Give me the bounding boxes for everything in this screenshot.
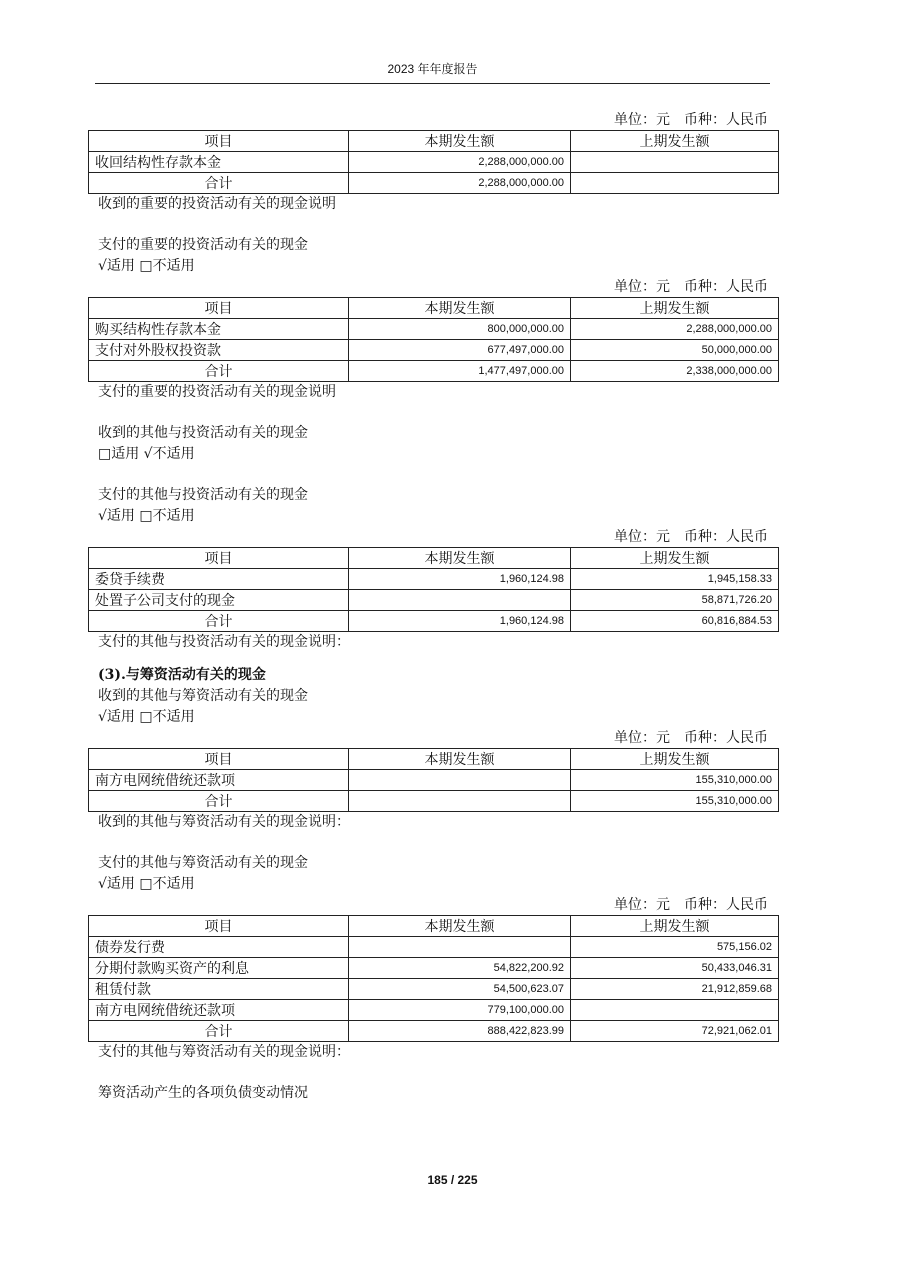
cell-total-current: 1,960,124.98 xyxy=(349,611,571,632)
applicable-flag: □适用 √不适用 xyxy=(98,446,195,462)
cell-total-previous xyxy=(571,173,779,194)
cell-item: 南方电网统借统还款项 xyxy=(89,1000,349,1021)
section-note: 收到的其他与筹资活动有关的现金说明： xyxy=(98,814,350,830)
cell-item: 收回结构性存款本金 xyxy=(89,152,349,173)
table-investment-paid xyxy=(88,297,779,382)
cell-current xyxy=(349,770,571,791)
cell-current: 800,000,000.00 xyxy=(349,319,571,340)
table-header-row xyxy=(89,916,779,937)
section-note: 支付的重要的投资活动有关的现金说明 xyxy=(98,384,336,400)
cell-total-label: 合计 xyxy=(89,173,349,194)
applicable-flag: √适用 □不适用 xyxy=(98,876,195,892)
table-header-row xyxy=(89,131,779,152)
cell-previous: 50,000,000.00 xyxy=(571,340,779,361)
col-header-item: 项目 xyxy=(89,298,349,319)
col-header-item: 项目 xyxy=(89,548,349,569)
cell-total-current: 888,422,823.99 xyxy=(349,1021,571,1042)
cell-current: 2,288,000,000.00 xyxy=(349,152,571,173)
col-header-previous: 上期发生额 xyxy=(571,131,779,152)
cell-item: 委贷手续费 xyxy=(89,569,349,590)
cell-previous: 50,433,046.31 xyxy=(571,958,779,979)
table-financing-paid xyxy=(88,915,779,1042)
table-header-row xyxy=(89,749,779,770)
cell-previous: 575,156.02 xyxy=(571,937,779,958)
table-header-row xyxy=(89,548,779,569)
cell-current xyxy=(349,937,571,958)
table-financing-received xyxy=(88,748,779,812)
col-header-current: 本期发生额 xyxy=(349,298,571,319)
unit-label: 单位：元 币种：人民币 xyxy=(614,112,768,128)
cell-total-label: 合计 xyxy=(89,791,349,812)
cell-previous xyxy=(571,152,779,173)
table-row xyxy=(89,152,779,173)
table-row xyxy=(89,937,779,958)
table-other-investment-paid xyxy=(88,547,779,632)
section-title: 支付的重要的投资活动有关的现金 xyxy=(98,237,308,253)
applicable-flag: √适用 □不适用 xyxy=(98,508,195,524)
unit-label: 单位：元 币种：人民币 xyxy=(614,529,768,545)
cell-previous: 155,310,000.00 xyxy=(571,770,779,791)
col-header-item: 项目 xyxy=(89,131,349,152)
table-row xyxy=(89,979,779,1000)
table-total-row xyxy=(89,173,779,194)
unit-label: 单位：元 币种：人民币 xyxy=(614,897,768,913)
col-header-previous: 上期发生额 xyxy=(571,298,779,319)
cell-item: 南方电网统借统还款项 xyxy=(89,770,349,791)
table-investment-received xyxy=(88,130,779,194)
section-title: 支付的其他与筹资活动有关的现金 xyxy=(98,855,308,871)
cell-previous: 1,945,158.33 xyxy=(571,569,779,590)
table-row xyxy=(89,590,779,611)
col-header-item: 项目 xyxy=(89,916,349,937)
cell-current: 677,497,000.00 xyxy=(349,340,571,361)
table-total-row xyxy=(89,791,779,812)
subsection-heading: (3).与筹资活动有关的现金 xyxy=(98,667,266,683)
table-header-row xyxy=(89,298,779,319)
section-title: 筹资活动产生的各项负债变动情况 xyxy=(98,1085,308,1101)
section-note: 支付的其他与投资活动有关的现金说明： xyxy=(98,634,350,650)
table-total-row xyxy=(89,611,779,632)
col-header-current: 本期发生额 xyxy=(349,548,571,569)
cell-previous xyxy=(571,1000,779,1021)
col-header-previous: 上期发生额 xyxy=(571,916,779,937)
applicable-flag: √适用 □不适用 xyxy=(98,258,195,274)
page-number: 185 / 225 xyxy=(427,1173,478,1187)
cell-total-current: 1,477,497,000.00 xyxy=(349,361,571,382)
col-header-previous: 上期发生额 xyxy=(571,749,779,770)
cell-total-previous: 60,816,884.53 xyxy=(571,611,779,632)
col-header-item: 项目 xyxy=(89,749,349,770)
document-body xyxy=(88,110,778,1104)
cell-item: 租赁付款 xyxy=(89,979,349,1000)
cell-total-previous: 72,921,062.01 xyxy=(571,1021,779,1042)
section-note: 收到的重要的投资活动有关的现金说明 xyxy=(98,196,336,212)
cell-previous: 21,912,859.68 xyxy=(571,979,779,1000)
section-title: 收到的其他与投资活动有关的现金 xyxy=(98,425,308,441)
cell-current xyxy=(349,590,571,611)
table-row xyxy=(89,340,779,361)
cell-current: 54,500,623.07 xyxy=(349,979,571,1000)
cell-total-label: 合计 xyxy=(89,611,349,632)
cell-total-previous: 2,338,000,000.00 xyxy=(571,361,779,382)
cell-item: 购买结构性存款本金 xyxy=(89,319,349,340)
cell-total-previous: 155,310,000.00 xyxy=(571,791,779,812)
table-row xyxy=(89,319,779,340)
cell-previous: 58,871,726.20 xyxy=(571,590,779,611)
cell-total-current: 2,288,000,000.00 xyxy=(349,173,571,194)
table-row xyxy=(89,958,779,979)
cell-total-label: 合计 xyxy=(89,361,349,382)
cell-item: 分期付款购买资产的利息 xyxy=(89,958,349,979)
unit-label: 单位：元 币种：人民币 xyxy=(614,279,768,295)
cell-current: 1,960,124.98 xyxy=(349,569,571,590)
table-row xyxy=(89,569,779,590)
col-header-current: 本期发生额 xyxy=(349,749,571,770)
cell-previous: 2,288,000,000.00 xyxy=(571,319,779,340)
cell-item: 处置子公司支付的现金 xyxy=(89,590,349,611)
page-header: 2023 年年度报告 xyxy=(95,60,770,84)
section-note: 支付的其他与筹资活动有关的现金说明： xyxy=(98,1044,350,1060)
col-header-current: 本期发生额 xyxy=(349,916,571,937)
unit-label: 单位：元 币种：人民币 xyxy=(614,730,768,746)
cell-current: 54,822,200.92 xyxy=(349,958,571,979)
cell-item: 支付对外股权投资款 xyxy=(89,340,349,361)
applicable-flag: √适用 □不适用 xyxy=(98,709,195,725)
table-row xyxy=(89,1000,779,1021)
table-row xyxy=(89,770,779,791)
col-header-previous: 上期发生额 xyxy=(571,548,779,569)
table-total-row xyxy=(89,361,779,382)
table-total-row xyxy=(89,1021,779,1042)
col-header-current: 本期发生额 xyxy=(349,131,571,152)
cell-total-label: 合计 xyxy=(89,1021,349,1042)
cell-total-current xyxy=(349,791,571,812)
section-title: 支付的其他与投资活动有关的现金 xyxy=(98,487,308,503)
cell-current: 779,100,000.00 xyxy=(349,1000,571,1021)
cell-item: 债券发行费 xyxy=(89,937,349,958)
section-title: 收到的其他与筹资活动有关的现金 xyxy=(98,688,308,704)
